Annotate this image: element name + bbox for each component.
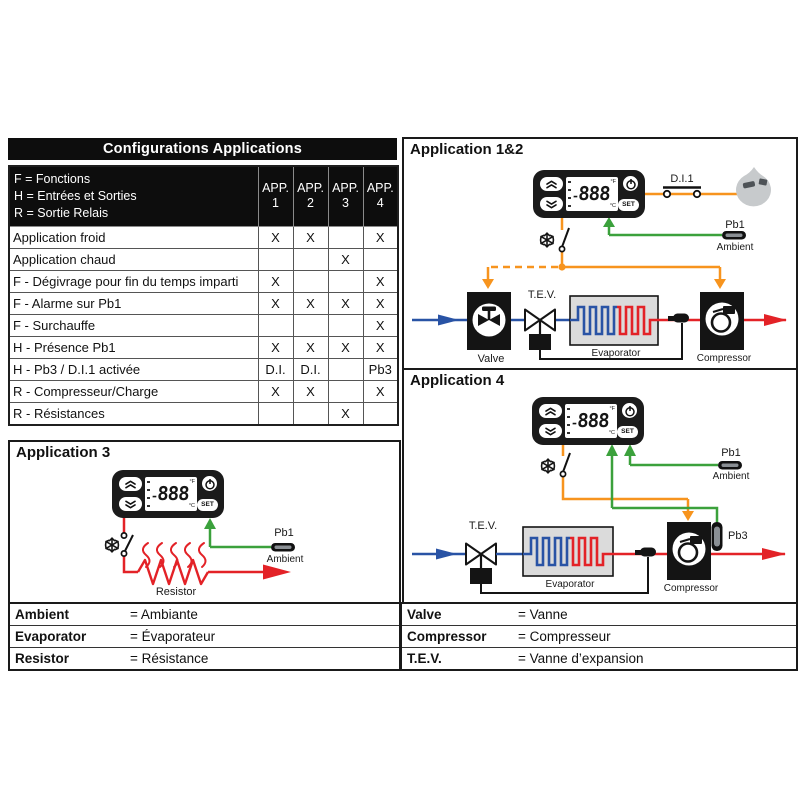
config-table-title: Configurations Applications: [8, 138, 397, 160]
resistor-label: Resistor: [155, 586, 197, 598]
legend-row: Compressor = Compresseur: [402, 625, 796, 647]
legend-row: Valve = Vanne: [407, 607, 568, 622]
celsius-label: °C: [608, 430, 615, 436]
celsius-label: °C: [609, 203, 616, 209]
heat-waves-icon: [143, 543, 206, 567]
down-button-icon: [119, 497, 142, 511]
table-key-cell: [9, 166, 258, 226]
snowflake-icon: [542, 459, 555, 473]
table-row: Application chaud X: [9, 248, 398, 270]
application-3-diagram: [8, 440, 397, 600]
panel-title: Application 1&2: [410, 141, 524, 158]
column-header-app2: APP. 2: [293, 166, 328, 226]
lcd-digits: -888: [571, 183, 611, 205]
set-button: SET: [197, 499, 218, 511]
up-button-icon: [540, 177, 563, 191]
legend-row: Ambient = Ambiante: [15, 607, 198, 622]
probe-pb3-icon: [712, 522, 723, 551]
pb1-label: Pb1: [721, 447, 741, 459]
power-button-icon: [623, 176, 638, 191]
down-button-icon: [539, 424, 562, 438]
table-row: F - Alarme sur Pb1 X X X X: [9, 292, 398, 314]
up-button-icon: [119, 477, 142, 491]
flow-in-arrow: [412, 549, 466, 560]
pb1-label: Pb1: [274, 527, 294, 539]
ambient-label: Ambient: [716, 242, 754, 253]
wire-pb1: [624, 444, 718, 465]
wire-pb3: [606, 444, 717, 522]
door-switch-icon: [736, 167, 771, 206]
evaporator-icon: [570, 296, 658, 345]
evaporator-label: Evaporator: [545, 579, 595, 590]
probe-pb1-icon: [722, 231, 746, 240]
pb1-label: Pb1: [725, 219, 745, 231]
key-line: R = Sortie Relais: [14, 205, 109, 220]
fahrenheit-label: °F: [609, 406, 615, 412]
flow-in-arrow: [412, 315, 469, 326]
down-button-icon: [540, 197, 563, 211]
controller-device: [533, 170, 645, 218]
legend-row: Evaporator = Évaporateur: [10, 625, 399, 647]
wire-pb1: [204, 518, 271, 547]
lcd-display: [145, 477, 197, 511]
table-row: R - Résistances X: [9, 402, 398, 425]
application-1-2-panel: [402, 137, 798, 372]
snowflake-icon: [541, 233, 554, 247]
evaporator-icon: [523, 527, 613, 576]
tev-icon: [466, 544, 496, 585]
legend-row: T.E.V. = Vanne d’expansion: [402, 647, 796, 669]
tev-label: T.E.V.: [527, 289, 557, 301]
legend-right-table: [400, 602, 798, 671]
key-line: F = Fonctions: [14, 172, 91, 186]
lcd-digits: -888: [570, 410, 610, 432]
junction-dot: [558, 263, 565, 270]
snowflake-icon: [106, 538, 119, 552]
fahrenheit-label: °F: [189, 479, 195, 485]
lcd-display: [565, 404, 617, 438]
di1-label: D.I.1: [670, 173, 694, 185]
defrost-switch-icon: [541, 228, 569, 252]
ambient-label: Ambient: [266, 554, 304, 565]
wire-pb1: [603, 217, 722, 235]
controller-device: [112, 470, 224, 518]
compressor-icon: [667, 522, 711, 580]
config-table: [8, 165, 399, 426]
column-header-app1: APP. 1: [258, 166, 293, 226]
column-header-app3: APP. 3: [328, 166, 363, 226]
celsius-label: °C: [188, 503, 195, 509]
table-row: H - Présence Pb1 X X X X: [9, 336, 398, 358]
defrost-switch-icon: [542, 453, 570, 477]
tev-label: T.E.V.: [468, 520, 498, 532]
table-row: H - Pb3 / D.I.1 activée D.I. D.I. Pb3: [9, 358, 398, 380]
config-table-panel: [8, 138, 397, 426]
valve-label: Valve: [477, 353, 505, 365]
panel-title: Application 3: [16, 444, 111, 461]
column-header-app4: APP. 4: [363, 166, 398, 226]
pb3-label: Pb3: [728, 530, 748, 542]
legend-row: Resistor = Résistance: [10, 647, 399, 669]
application-3-panel: [8, 440, 401, 604]
set-button: SET: [618, 199, 639, 211]
probe-pb1-icon: [271, 543, 295, 552]
legend-left-table: [8, 602, 401, 671]
table-row: Application froid X X X: [9, 226, 398, 248]
lcd-display: [566, 177, 618, 211]
compressor-label: Compressor: [663, 583, 719, 594]
compressor-icon: [700, 292, 744, 350]
panel-title: Application 4: [410, 372, 505, 389]
table-header-row: [9, 166, 398, 226]
power-button-icon: [202, 476, 217, 491]
set-button: SET: [617, 426, 638, 438]
application-4-panel: [402, 368, 798, 604]
tev-icon: [525, 310, 555, 351]
table-row: F - Dégivrage pour fin du temps imparti X X: [9, 270, 398, 292]
fahrenheit-label: °F: [610, 179, 616, 185]
table-row: R - Compresseur/Charge X X X: [9, 380, 398, 402]
valve-icon: [467, 292, 511, 350]
ambient-label: Ambient: [712, 471, 750, 482]
wire-cool-output: [482, 218, 726, 289]
probe-pb1-icon: [718, 461, 742, 470]
key-line: H = Entrées et Sorties: [14, 188, 137, 203]
heat-switch-icon: [106, 533, 133, 556]
up-button-icon: [539, 404, 562, 418]
controller-device: [532, 397, 644, 445]
table-row: F - Surchauffe X: [9, 314, 398, 336]
compressor-label: Compressor: [696, 353, 752, 364]
di1-contact-icon: [645, 188, 738, 198]
lcd-digits: -888: [150, 483, 190, 505]
power-button-icon: [622, 403, 637, 418]
evaporator-label: Evaporator: [591, 348, 641, 359]
